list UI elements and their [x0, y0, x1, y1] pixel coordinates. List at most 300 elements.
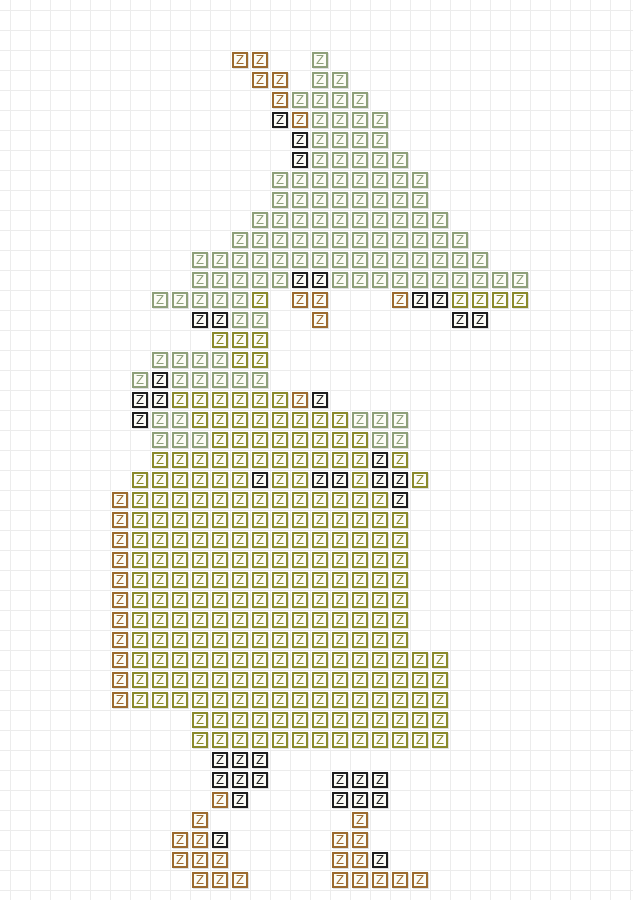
stitch-cell-sage: Z	[372, 432, 388, 448]
stitch-cell-brown: Z	[112, 572, 128, 588]
stitch-cell-olive: Z	[252, 552, 268, 568]
stitch-cell-olive: Z	[152, 512, 168, 528]
stitch-cell-olive: Z	[132, 592, 148, 608]
stitch-cell-olive: Z	[332, 532, 348, 548]
stitch-cell-olive: Z	[252, 612, 268, 628]
stitch-cell-olive: Z	[332, 572, 348, 588]
stitch-cell-olive: Z	[392, 552, 408, 568]
stitch-cell-olive: Z	[352, 712, 368, 728]
stitch-cell-black: Z	[352, 772, 368, 788]
stitch-cell-olive: Z	[212, 472, 228, 488]
stitch-cell-sage: Z	[312, 172, 328, 188]
stitch-cell-olive: Z	[232, 632, 248, 648]
stitch-cell-olive: Z	[192, 392, 208, 408]
stitch-cell-olive: Z	[252, 672, 268, 688]
stitch-cell-sage: Z	[172, 412, 188, 428]
stitch-cell-olive: Z	[172, 532, 188, 548]
stitch-cell-sage: Z	[312, 52, 328, 68]
stitch-cell-olive: Z	[172, 632, 188, 648]
stitch-cell-olive: Z	[252, 532, 268, 548]
stitch-cell-olive: Z	[312, 632, 328, 648]
stitch-cell-sage: Z	[392, 272, 408, 288]
stitch-cell-olive: Z	[232, 532, 248, 548]
stitch-cell-olive: Z	[132, 472, 148, 488]
stitch-cell-olive: Z	[372, 572, 388, 588]
stitch-cell-black: Z	[372, 772, 388, 788]
stitch-cell-sage: Z	[172, 352, 188, 368]
stitch-cell-brown: Z	[112, 672, 128, 688]
stitch-cell-olive: Z	[432, 732, 448, 748]
stitch-cell-olive: Z	[272, 492, 288, 508]
stitch-cell-brown: Z	[232, 52, 248, 68]
stitch-cell-olive: Z	[312, 672, 328, 688]
stitch-cell-sage: Z	[292, 172, 308, 188]
stitch-cell-olive: Z	[272, 692, 288, 708]
stitch-cell-olive: Z	[352, 692, 368, 708]
stitch-cell-olive: Z	[352, 492, 368, 508]
stitch-cell-olive: Z	[372, 692, 388, 708]
stitch-cell-brown: Z	[312, 292, 328, 308]
stitch-cell-sage: Z	[372, 192, 388, 208]
stitch-cell-sage: Z	[152, 352, 168, 368]
stitch-cell-black: Z	[292, 152, 308, 168]
stitch-cell-sage: Z	[332, 72, 348, 88]
stitch-cell-olive: Z	[292, 452, 308, 468]
stitch-cell-olive: Z	[152, 532, 168, 548]
stitch-cell-olive: Z	[292, 592, 308, 608]
stitch-cell-olive: Z	[292, 612, 308, 628]
stitch-cell-olive: Z	[292, 432, 308, 448]
stitch-cell-sage: Z	[432, 252, 448, 268]
stitch-cell-olive: Z	[232, 552, 248, 568]
stitch-cell-olive: Z	[272, 632, 288, 648]
stitch-cell-olive: Z	[352, 532, 368, 548]
stitch-cell-olive: Z	[232, 592, 248, 608]
stitch-cell-olive: Z	[232, 412, 248, 428]
stitch-cell-olive: Z	[272, 712, 288, 728]
stitch-cell-sage: Z	[472, 252, 488, 268]
stitch-cell-sage: Z	[452, 252, 468, 268]
stitch-cell-olive: Z	[392, 572, 408, 588]
stitch-cell-olive: Z	[172, 472, 188, 488]
stitch-cell-olive: Z	[252, 412, 268, 428]
stitch-cell-sage: Z	[152, 412, 168, 428]
stitch-cell-olive: Z	[312, 692, 328, 708]
stitch-cell-sage: Z	[292, 92, 308, 108]
stitch-cell-olive: Z	[152, 672, 168, 688]
stitch-cell-sage: Z	[352, 252, 368, 268]
stitch-cell-olive: Z	[212, 652, 228, 668]
stitch-cell-olive: Z	[132, 492, 148, 508]
stitch-cell-sage: Z	[432, 212, 448, 228]
stitch-cell-olive: Z	[392, 532, 408, 548]
stitch-cell-sage: Z	[392, 232, 408, 248]
stitch-cell-brown: Z	[112, 692, 128, 708]
stitch-cell-olive: Z	[392, 512, 408, 528]
stitch-cell-brown: Z	[352, 812, 368, 828]
stitch-cell-brown: Z	[332, 872, 348, 888]
stitch-cell-sage: Z	[192, 252, 208, 268]
stitch-cell-brown: Z	[332, 832, 348, 848]
stitch-cell-olive: Z	[252, 452, 268, 468]
stitch-cell-brown: Z	[292, 292, 308, 308]
stitch-cell-black: Z	[372, 472, 388, 488]
stitch-cell-sage: Z	[212, 252, 228, 268]
stitch-cell-olive: Z	[232, 432, 248, 448]
stitch-cell-sage: Z	[332, 272, 348, 288]
stitch-cell-brown: Z	[372, 872, 388, 888]
stitch-cell-sage: Z	[212, 352, 228, 368]
stitch-cell-black: Z	[252, 772, 268, 788]
stitch-cell-olive: Z	[412, 712, 428, 728]
stitch-cell-sage: Z	[232, 272, 248, 288]
stitch-cell-olive: Z	[392, 712, 408, 728]
stitch-cell-olive: Z	[432, 672, 448, 688]
stitch-cell-olive: Z	[212, 532, 228, 548]
stitch-cell-brown: Z	[392, 292, 408, 308]
stitch-cell-olive: Z	[252, 572, 268, 588]
stitch-cell-black: Z	[372, 792, 388, 808]
stitch-cell-sage: Z	[212, 272, 228, 288]
stitch-cell-olive: Z	[292, 712, 308, 728]
stitch-cell-brown: Z	[292, 112, 308, 128]
stitch-cell-sage: Z	[272, 232, 288, 248]
stitch-cell-olive: Z	[232, 332, 248, 348]
stitch-cell-sage: Z	[432, 272, 448, 288]
stitch-cell-sage: Z	[252, 252, 268, 268]
stitch-cell-olive: Z	[392, 692, 408, 708]
stitch-cell-brown: Z	[232, 872, 248, 888]
stitch-cell-olive: Z	[232, 572, 248, 588]
stitch-cell-olive: Z	[232, 492, 248, 508]
stitch-cell-olive: Z	[312, 532, 328, 548]
stitch-cell-sage: Z	[172, 372, 188, 388]
stitch-cell-olive: Z	[232, 692, 248, 708]
stitch-cell-olive: Z	[292, 492, 308, 508]
stitch-cell-sage: Z	[332, 92, 348, 108]
stitch-cell-olive: Z	[192, 612, 208, 628]
stitch-cell-black: Z	[312, 472, 328, 488]
stitch-cell-brown: Z	[212, 852, 228, 868]
stitch-cell-sage: Z	[172, 432, 188, 448]
stitch-cell-olive: Z	[252, 512, 268, 528]
stitch-cell-olive: Z	[192, 732, 208, 748]
stitch-cell-olive: Z	[292, 512, 308, 528]
stitch-cell-olive: Z	[392, 452, 408, 468]
stitch-cell-olive: Z	[212, 712, 228, 728]
stitch-cell-olive: Z	[272, 552, 288, 568]
stitch-cell-sage: Z	[192, 272, 208, 288]
stitch-cell-sage: Z	[392, 172, 408, 188]
stitch-cell-sage: Z	[352, 132, 368, 148]
stitch-cell-black: Z	[212, 752, 228, 768]
stitch-cell-sage: Z	[332, 232, 348, 248]
stitch-cell-olive: Z	[132, 672, 148, 688]
stitch-cell-brown: Z	[112, 512, 128, 528]
stitch-cell-olive: Z	[352, 732, 368, 748]
stitch-cell-olive: Z	[332, 712, 348, 728]
stitch-cell-black: Z	[332, 772, 348, 788]
stitch-cell-olive: Z	[312, 652, 328, 668]
stitch-cell-olive: Z	[372, 672, 388, 688]
stitch-cell-black: Z	[352, 792, 368, 808]
stitch-cell-olive: Z	[372, 612, 388, 628]
stitch-cell-sage: Z	[252, 232, 268, 248]
stitch-cell-black: Z	[132, 392, 148, 408]
stitch-cell-olive: Z	[512, 292, 528, 308]
stitch-cell-sage: Z	[232, 372, 248, 388]
stitch-cell-olive: Z	[192, 632, 208, 648]
stitch-cell-olive: Z	[172, 652, 188, 668]
stitch-cell-olive: Z	[132, 512, 148, 528]
stitch-cell-olive: Z	[132, 652, 148, 668]
stitch-cell-olive: Z	[372, 592, 388, 608]
stitch-cell-brown: Z	[352, 872, 368, 888]
stitch-cell-olive: Z	[212, 512, 228, 528]
stitch-cell-olive: Z	[272, 652, 288, 668]
stitch-cell-sage: Z	[372, 412, 388, 428]
stitch-cell-olive: Z	[252, 332, 268, 348]
stitch-cell-olive: Z	[292, 412, 308, 428]
stitch-cell-olive: Z	[132, 612, 148, 628]
stitch-cell-sage: Z	[192, 372, 208, 388]
stitch-cell-black: Z	[232, 772, 248, 788]
stitch-cell-olive: Z	[292, 632, 308, 648]
stitch-cell-olive: Z	[312, 552, 328, 568]
stitch-cell-sage: Z	[292, 232, 308, 248]
stitch-cell-black: Z	[212, 312, 228, 328]
stitch-cell-sage: Z	[272, 172, 288, 188]
stitch-cell-olive: Z	[332, 432, 348, 448]
stitch-cell-olive: Z	[372, 652, 388, 668]
stitch-cell-olive: Z	[352, 652, 368, 668]
stitch-cell-black: Z	[292, 132, 308, 148]
stitch-cell-sage: Z	[272, 212, 288, 228]
stitch-cell-olive: Z	[232, 472, 248, 488]
stitch-cell-olive: Z	[352, 572, 368, 588]
stitch-cell-sage: Z	[372, 272, 388, 288]
stitch-cell-olive: Z	[412, 732, 428, 748]
stitch-cell-brown: Z	[332, 852, 348, 868]
stitch-cell-black: Z	[232, 752, 248, 768]
stitch-cell-sage: Z	[232, 232, 248, 248]
stitch-cell-olive: Z	[132, 692, 148, 708]
stitch-cell-olive: Z	[212, 732, 228, 748]
stitch-cell-sage: Z	[152, 292, 168, 308]
stitch-cell-olive: Z	[332, 612, 348, 628]
stitch-cell-brown: Z	[252, 52, 268, 68]
stitch-cell-sage: Z	[332, 212, 348, 228]
stitch-cell-black: Z	[332, 792, 348, 808]
stitch-cell-sage: Z	[312, 232, 328, 248]
stitch-cell-sage: Z	[412, 192, 428, 208]
stitch-cell-olive: Z	[212, 392, 228, 408]
stitch-cell-olive: Z	[192, 712, 208, 728]
stitch-cell-olive: Z	[312, 712, 328, 728]
stitch-cell-olive: Z	[292, 672, 308, 688]
stitch-cell-olive: Z	[192, 532, 208, 548]
stitch-cell-black: Z	[432, 292, 448, 308]
stitch-cell-olive: Z	[352, 632, 368, 648]
stitch-cell-olive: Z	[292, 552, 308, 568]
stitch-cell-brown: Z	[172, 852, 188, 868]
stitch-cell-olive: Z	[352, 592, 368, 608]
stitch-cell-black: Z	[412, 292, 428, 308]
stitch-cell-olive: Z	[272, 572, 288, 588]
stitch-cell-brown: Z	[112, 632, 128, 648]
stitch-cell-sage: Z	[352, 212, 368, 228]
stitch-cell-olive: Z	[412, 692, 428, 708]
stitch-cell-sage: Z	[352, 192, 368, 208]
stitch-cell-olive: Z	[392, 652, 408, 668]
stitch-cell-olive: Z	[352, 432, 368, 448]
stitch-cell-sage: Z	[272, 192, 288, 208]
stitch-cell-sage: Z	[252, 272, 268, 288]
stitch-cell-olive: Z	[332, 412, 348, 428]
stitch-cell-brown: Z	[192, 812, 208, 828]
stitch-cell-sage: Z	[252, 312, 268, 328]
stitch-cell-olive: Z	[192, 512, 208, 528]
stitch-cell-black: Z	[392, 492, 408, 508]
stitch-cell-brown: Z	[212, 792, 228, 808]
stitch-cell-sage: Z	[172, 292, 188, 308]
stitch-cell-sage: Z	[312, 72, 328, 88]
stitch-cell-olive: Z	[292, 652, 308, 668]
stitch-cell-brown: Z	[192, 872, 208, 888]
stitch-cell-olive: Z	[392, 632, 408, 648]
stitch-cell-sage: Z	[332, 252, 348, 268]
stitch-cell-black: Z	[152, 392, 168, 408]
stitch-cell-olive: Z	[152, 612, 168, 628]
stitch-cell-sage: Z	[352, 272, 368, 288]
stitch-cell-sage: Z	[252, 212, 268, 228]
stitch-cell-olive: Z	[372, 632, 388, 648]
stitch-cell-olive: Z	[312, 492, 328, 508]
stitch-cell-brown: Z	[112, 652, 128, 668]
stitch-cell-olive: Z	[212, 632, 228, 648]
stitch-cell-sage: Z	[392, 252, 408, 268]
stitch-cell-sage: Z	[412, 232, 428, 248]
stitch-cell-olive: Z	[312, 512, 328, 528]
stitch-cell-black: Z	[312, 392, 328, 408]
stitch-cell-sage: Z	[352, 112, 368, 128]
stitch-cell-olive: Z	[252, 712, 268, 728]
stitch-cell-olive: Z	[372, 732, 388, 748]
stitch-cell-olive: Z	[152, 692, 168, 708]
stitch-cell-sage: Z	[432, 232, 448, 248]
stitch-cell-black: Z	[252, 752, 268, 768]
stitch-cell-olive: Z	[392, 612, 408, 628]
stitch-cell-olive: Z	[332, 592, 348, 608]
stitch-cell-brown: Z	[112, 552, 128, 568]
stitch-cell-brown: Z	[112, 612, 128, 628]
stitch-cell-brown: Z	[252, 72, 268, 88]
stitch-cell-sage: Z	[392, 212, 408, 228]
stitch-cell-sage: Z	[372, 232, 388, 248]
stitch-cell-sage: Z	[292, 212, 308, 228]
stitch-cell-sage: Z	[392, 412, 408, 428]
stitch-cell-olive: Z	[252, 632, 268, 648]
stitch-cell-brown: Z	[112, 592, 128, 608]
stitch-cell-sage: Z	[252, 372, 268, 388]
stitch-cell-olive: Z	[272, 452, 288, 468]
stitch-cell-olive: Z	[232, 512, 248, 528]
stitch-cell-black: Z	[372, 452, 388, 468]
stitch-cell-olive: Z	[452, 292, 468, 308]
stitch-cell-sage: Z	[152, 432, 168, 448]
stitch-cell-olive: Z	[132, 632, 148, 648]
stitch-cell-brown: Z	[412, 872, 428, 888]
stitch-cell-olive: Z	[312, 452, 328, 468]
stitch-cell-sage: Z	[332, 172, 348, 188]
stitch-cell-brown: Z	[272, 72, 288, 88]
stitch-cell-olive: Z	[232, 732, 248, 748]
stitch-cell-olive: Z	[172, 612, 188, 628]
stitch-cell-olive: Z	[212, 612, 228, 628]
stitch-cell-olive: Z	[312, 732, 328, 748]
stitch-cell-sage: Z	[192, 432, 208, 448]
stitch-cell-black: Z	[212, 832, 228, 848]
stitch-cell-olive: Z	[352, 672, 368, 688]
stitch-cell-olive: Z	[252, 392, 268, 408]
stitch-cell-black: Z	[272, 112, 288, 128]
stitch-cell-olive: Z	[392, 732, 408, 748]
stitch-cell-sage: Z	[392, 152, 408, 168]
stitch-cell-sage: Z	[232, 312, 248, 328]
stitch-cell-black: Z	[212, 772, 228, 788]
stitch-cell-black: Z	[292, 272, 308, 288]
stitch-cell-olive: Z	[412, 652, 428, 668]
stitch-cell-olive: Z	[372, 712, 388, 728]
stitch-cell-olive: Z	[272, 392, 288, 408]
stitch-cell-sage: Z	[192, 292, 208, 308]
stitch-cell-olive: Z	[212, 412, 228, 428]
stitch-cell-sage: Z	[372, 132, 388, 148]
stitch-cell-brown: Z	[292, 392, 308, 408]
stitch-cell-olive: Z	[252, 692, 268, 708]
stitch-cell-sage: Z	[412, 212, 428, 228]
stitch-cell-olive: Z	[232, 672, 248, 688]
stitch-cell-black: Z	[372, 852, 388, 868]
stitch-cell-sage: Z	[352, 412, 368, 428]
stitch-cell-olive: Z	[152, 652, 168, 668]
stitch-cell-olive: Z	[332, 692, 348, 708]
stitch-cell-olive: Z	[212, 492, 228, 508]
stitch-cell-brown: Z	[172, 832, 188, 848]
stitch-cell-olive: Z	[252, 592, 268, 608]
stitch-cell-olive: Z	[172, 572, 188, 588]
stitch-cell-black: Z	[252, 472, 268, 488]
stitch-cell-olive: Z	[292, 472, 308, 488]
stitch-cell-olive: Z	[132, 532, 148, 548]
stitch-cell-olive: Z	[272, 472, 288, 488]
stitch-cell-olive: Z	[432, 712, 448, 728]
stitch-cell-olive: Z	[192, 492, 208, 508]
stitch-cell-olive: Z	[212, 432, 228, 448]
stitch-cell-black: Z	[332, 472, 348, 488]
stitch-cell-olive: Z	[352, 512, 368, 528]
stitch-cell-olive: Z	[312, 612, 328, 628]
stitch-cell-olive: Z	[292, 532, 308, 548]
stitch-cell-sage: Z	[492, 272, 508, 288]
stitch-cell-olive: Z	[412, 472, 428, 488]
stitch-cell-sage: Z	[292, 192, 308, 208]
stitch-cell-brown: Z	[272, 92, 288, 108]
stitch-cell-olive: Z	[172, 392, 188, 408]
stitch-cell-black: Z	[312, 272, 328, 288]
stitch-cell-olive: Z	[272, 532, 288, 548]
stitch-cell-olive: Z	[152, 572, 168, 588]
